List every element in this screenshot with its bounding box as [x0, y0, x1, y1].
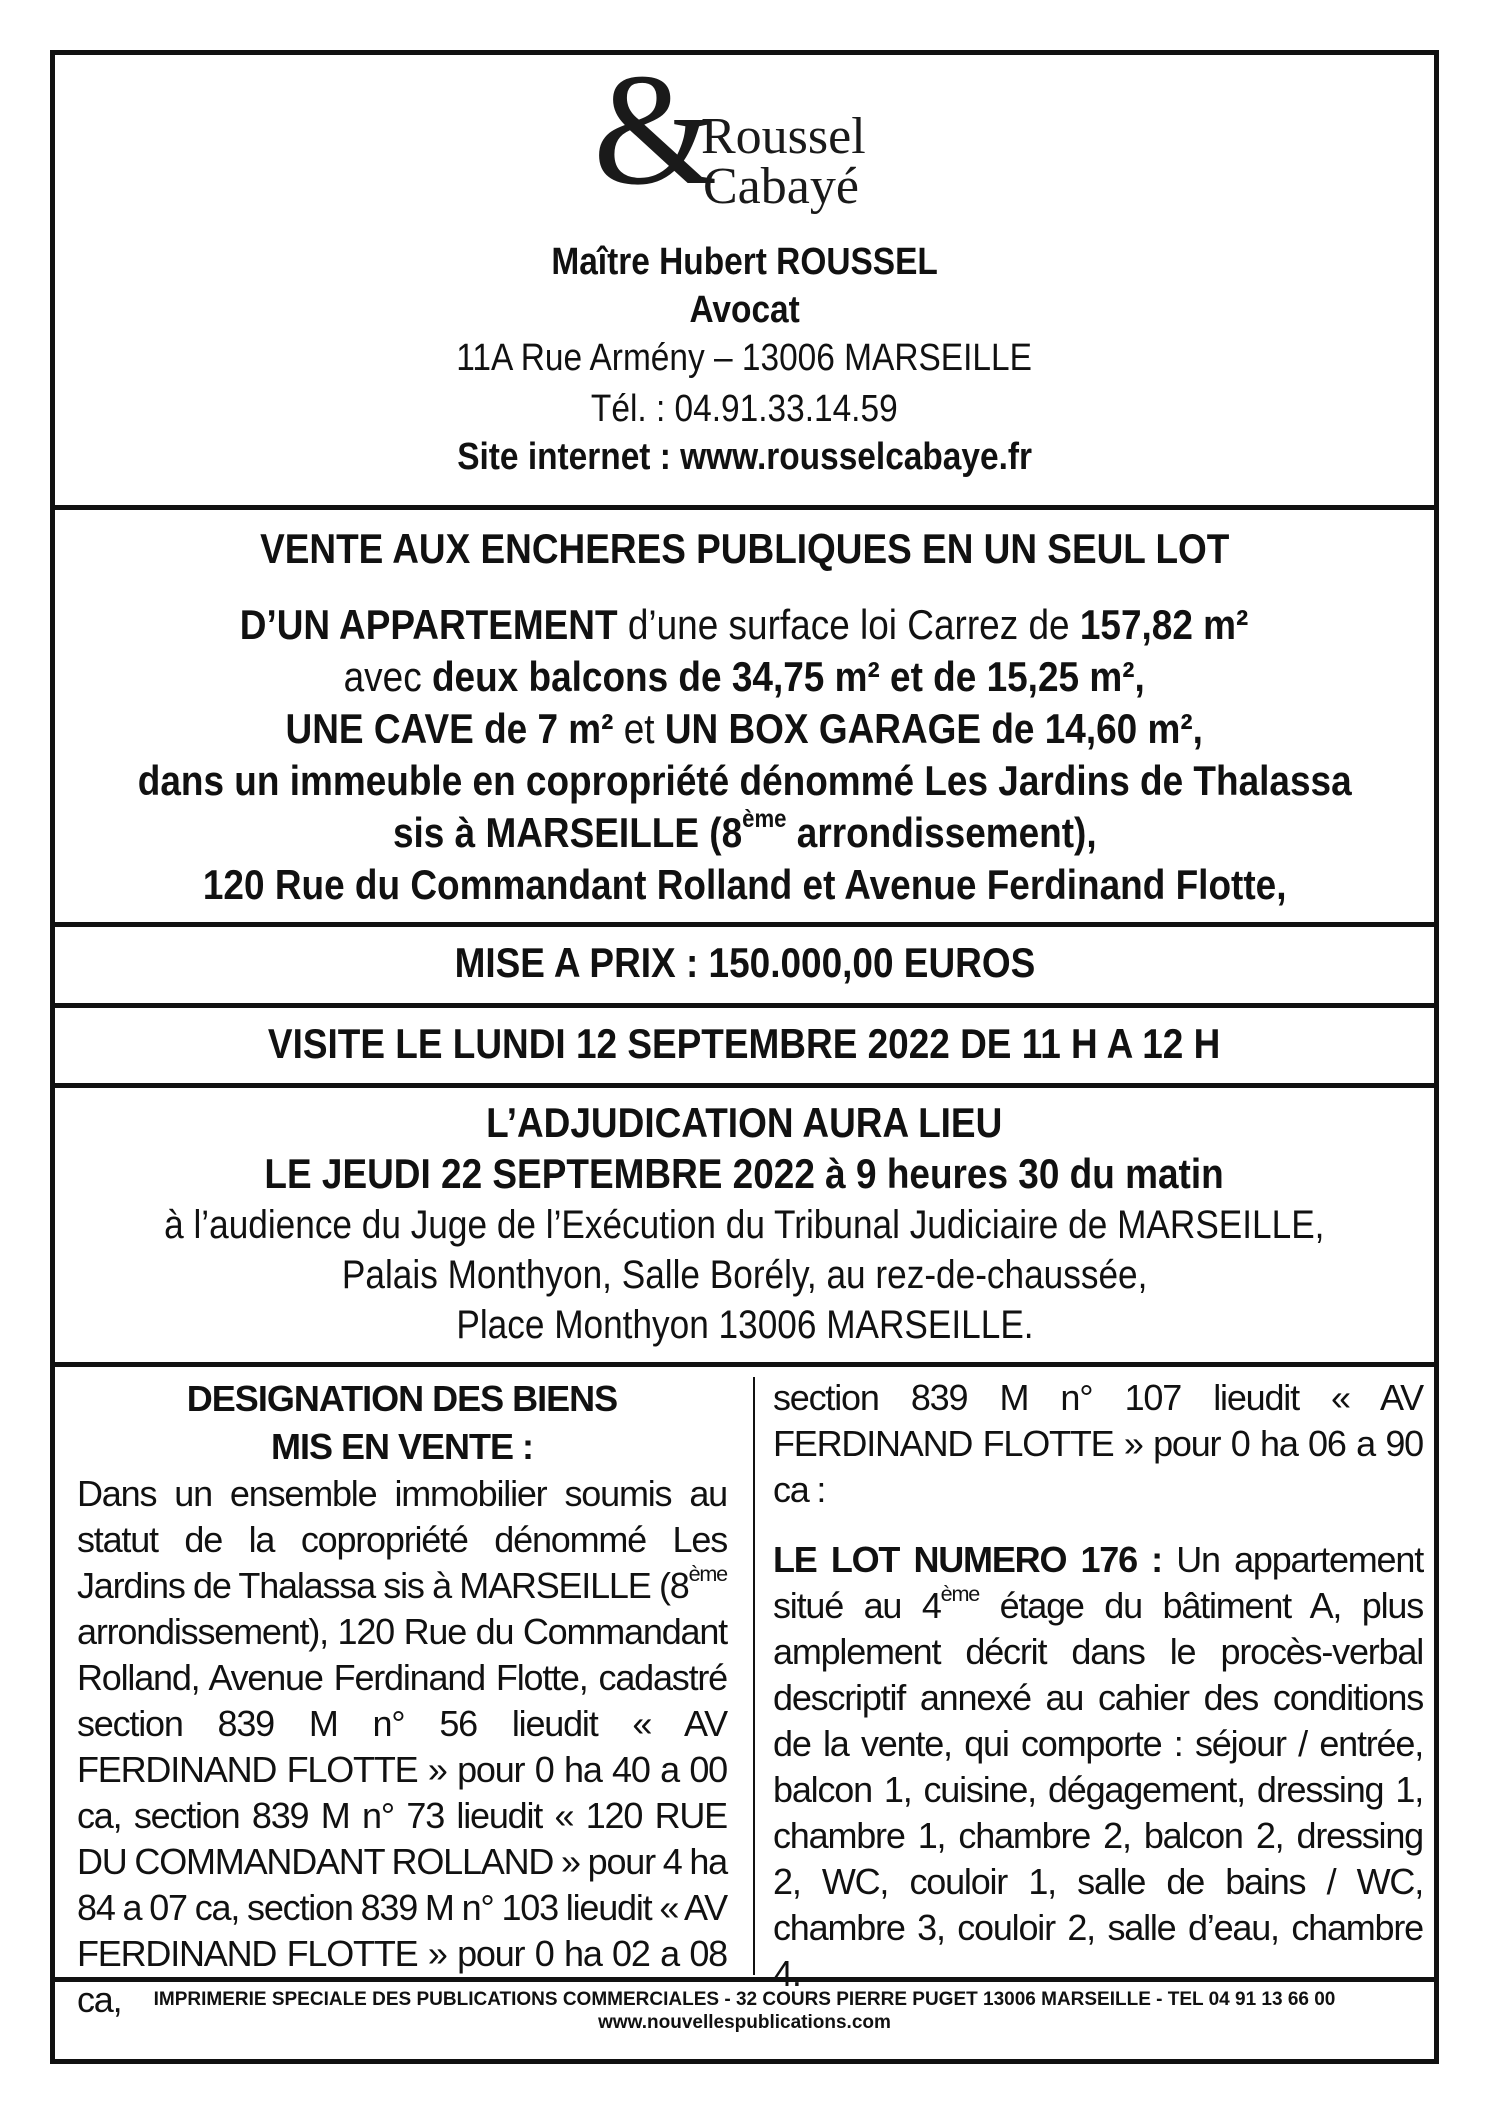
lawyer-name: Maître Hubert ROUSSEL	[551, 241, 938, 283]
divider	[55, 922, 1434, 927]
designation-column	[77, 1375, 727, 2023]
sale-line-cave-garage: UNE CAVE de 7 m² et UN BOX GARAGE de 14,60 m²,	[285, 705, 1204, 752]
sale-line-street: 120 Rue du Commandant Rolland et Avenue Ferdinand Flotte,	[202, 861, 1287, 908]
legal-notice-frame	[50, 40, 1439, 2064]
divider	[55, 1083, 1434, 1088]
lot-continuation-text: section 839 M n° 107 lieudit « AV FERDINAND FLOTTE » pour 0 ha 06 a 90 ca :	[773, 1377, 1423, 1510]
printer-footer	[55, 1990, 1434, 2032]
divider	[55, 1977, 1434, 1982]
sale-line-building: dans un immeuble en copropriété dénommé Les Jardins de Thalassa	[137, 757, 1352, 804]
lawyer-phone: Tél. : 04.91.33.14.59	[591, 388, 898, 430]
adjudication-place-3: Place Monthyon 13006 MARSEILLE.	[455, 1303, 1034, 1347]
designation-text: Dans un ensemble immobilier soumis au statut de la copropriété dénommé Les Jardins de Thalassa sis à MARSEILLE (8ème arrondissement), 120 Rue du Commandant Rolland, Avenue Ferdinand Flotte, cadastré section 839 M n° 56 lieudit « AV FERDINAND FLOTTE » pour 0 ha 40 a 00 ca, section 839 M n° 73 lieudit « 120 RUE DU COMMANDANT ROLLAND » pour 4 ha 84 a 07 ca, section 839 M n° 103 lieudit « AV FERDINAND FLOTTE » pour 0 ha 02 a 08 ca,	[77, 1473, 727, 2020]
lawyer-title: Avocat	[689, 289, 800, 331]
adjudication-date: LE JEUDI 22 SEPTEMBRE 2022 à 9 heures 30 du matin	[264, 1150, 1225, 1197]
divider	[55, 1003, 1434, 1008]
starting-price: MISE A PRIX : 150.000,00 EUROS	[454, 939, 1035, 986]
sale-line-apartment: D’UN APPARTEMENT d’une surface loi Carrez de 157,82 m²	[240, 601, 1249, 648]
adjudication-place-1: à l’audience du Juge de l’Exécution du Tribunal Judiciaire de MARSEILLE,	[164, 1203, 1325, 1247]
firm-logo	[593, 40, 923, 225]
logo-name-roussel: Roussel	[701, 108, 866, 165]
visit-date: VISITE LE LUNDI 12 SEPTEMBRE 2022 DE 11 H A 12 H	[268, 1020, 1221, 1067]
logo-name-cabaye: Cabayé	[703, 158, 859, 215]
adjudication-title: L’ADJUDICATION AURA LIEU	[486, 1099, 1003, 1146]
printer-address: IMPRIMERIE SPECIALE DES PUBLICATIONS COMMERCIALES - 32 COURS PIERRE PUGET 13006 MARSEILLE - TEL 04 91 13 66 00	[153, 1989, 1336, 2010]
sale-line-city: sis à MARSEILLE (8ème arrondissement),	[392, 804, 1097, 856]
sale-line-balconies: avec deux balcons de 34,75 m² et de 15,25 m²,	[343, 653, 1146, 700]
designation-title-2: MIS EN VENTE :	[270, 1426, 534, 1467]
sale-headline: VENTE AUX ENCHERES PUBLIQUES EN UN SEUL LOT	[259, 525, 1230, 572]
column-divider	[753, 1377, 755, 1975]
lot-column	[773, 1375, 1423, 1997]
lot-label: LE LOT NUMERO 176 :	[773, 1539, 1162, 1580]
printer-website[interactable]: www.nouvellespublications.com	[598, 2012, 891, 2033]
divider	[55, 1362, 1434, 1367]
lot-description: LE LOT NUMERO 176 : Un appartement situé au 4ème étage du bâtiment A, plus amplement décrit dans le procès-verbal descriptif annexé au cahier des conditions de la vente, qui comporte : séjour / entrée, balcon 1, cuisine, dégagement, dressing 1, chambre 1, chambre 2, balcon 2, dressing 2, WC, couloir 1, salle de bains / WC, chambre 3, couloir 2, salle d’eau, chambre 4.	[773, 1539, 1424, 1994]
lawyer-website[interactable]: Site internet : www.rousselcabaye.fr	[457, 436, 1032, 478]
designation-title-1: DESIGNATION DES BIENS	[186, 1378, 618, 1419]
lawyer-address: 11A Rue Armény – 13006 MARSEILLE	[456, 337, 1033, 379]
adjudication-place-2: Palais Monthyon, Salle Borély, au rez-de-chaussée,	[341, 1253, 1148, 1297]
divider	[55, 505, 1434, 510]
logo-ampersand: &	[593, 40, 718, 218]
